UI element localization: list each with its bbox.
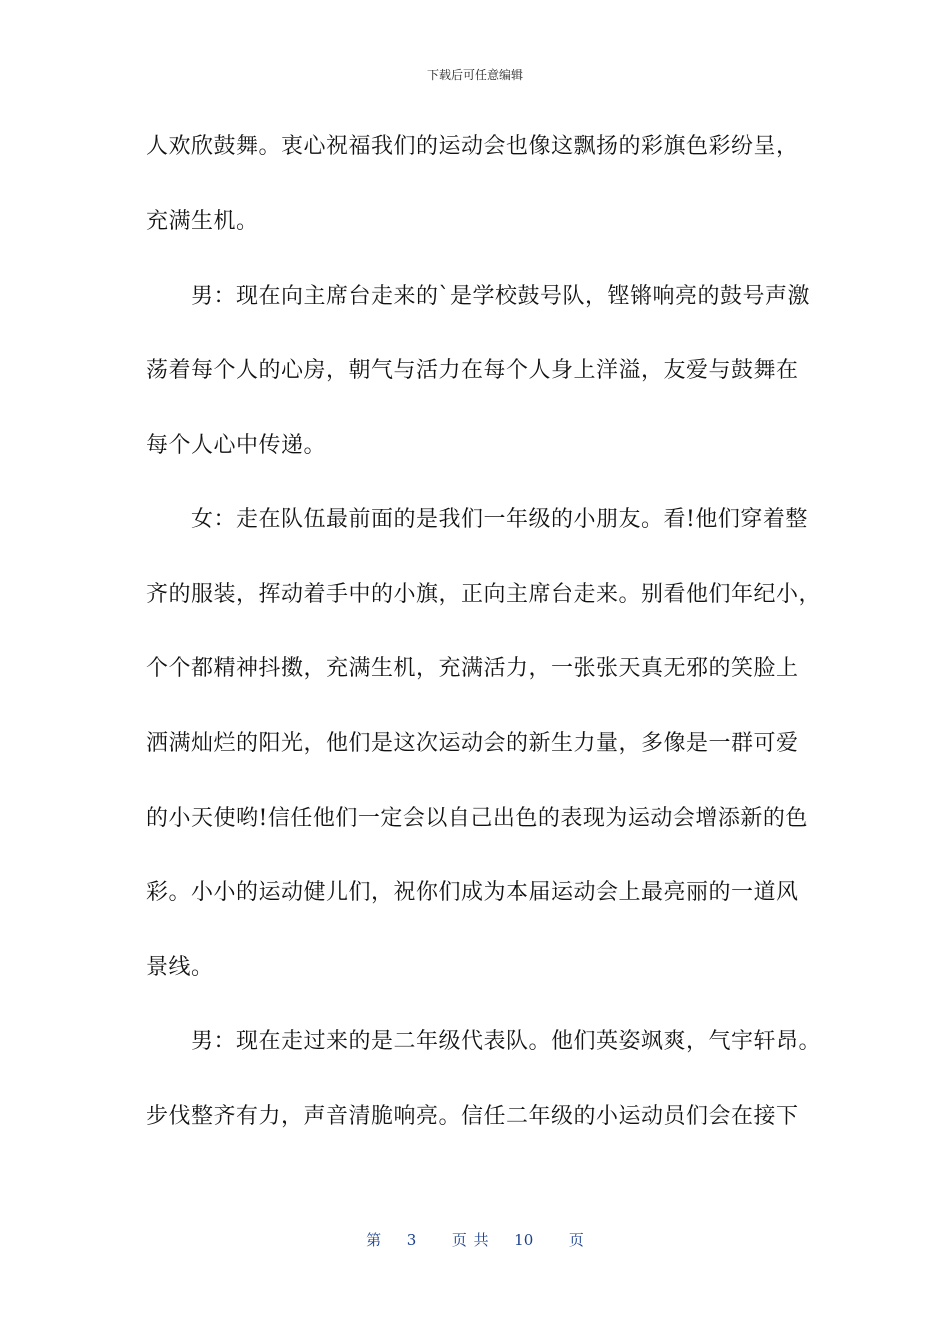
text-line: 的小天使哟!信任他们一定会以自己出色的表现为运动会增添新的色: [146, 806, 808, 831]
page-mid-label: 页 共: [451, 1231, 489, 1249]
current-page-number: 3: [406, 1231, 417, 1249]
total-pages-number: 10: [514, 1231, 534, 1249]
text-line: 个个都精神抖擞，充满生机，充满活力，一张张天真无邪的笑脸上: [146, 656, 799, 681]
text-line: 充满生机。: [146, 209, 259, 234]
page-prefix: 第: [366, 1231, 382, 1249]
page-suffix: 页: [568, 1231, 584, 1249]
text-line: 洒满灿烂的阳光，他们是这次运动会的新生力量，多像是一群可爱: [146, 731, 799, 756]
text-line: 男：现在向主席台走来的`是学校鼓号队，铿锵响亮的鼓号声激: [146, 284, 811, 309]
text-line: 女：走在队伍最前面的是我们一年级的小朋友。看!他们穿着整: [146, 507, 808, 532]
text-line: 彩。小小的运动健儿们，祝你们成为本届运动会上最亮丽的一道风: [146, 880, 799, 905]
page-footer: [0, 1229, 950, 1250]
text-line: 每个人心中传递。: [146, 433, 327, 458]
header-note: 下载后可任意编辑: [426, 68, 523, 82]
text-line: 景线。: [146, 955, 214, 980]
text-line: 人欢欣鼓舞。衷心祝福我们的运动会也像这飘扬的彩旗色彩纷呈，: [146, 134, 799, 159]
text-line: 男：现在走过来的是二年级代表队。他们英姿飒爽，气宇轩昂。: [146, 1029, 822, 1054]
text-line: 荡着每个人的心房，朝气与活力在每个人身上洋溢，友爱与鼓舞在: [146, 358, 799, 383]
text-line: 齐的服装，挥动着手中的小旗，正向主席台走来。别看他们年纪小，: [146, 582, 822, 607]
text-line: 步伐整齐有力，声音清脆响亮。信任二年级的小运动员们会在接下: [146, 1104, 799, 1129]
